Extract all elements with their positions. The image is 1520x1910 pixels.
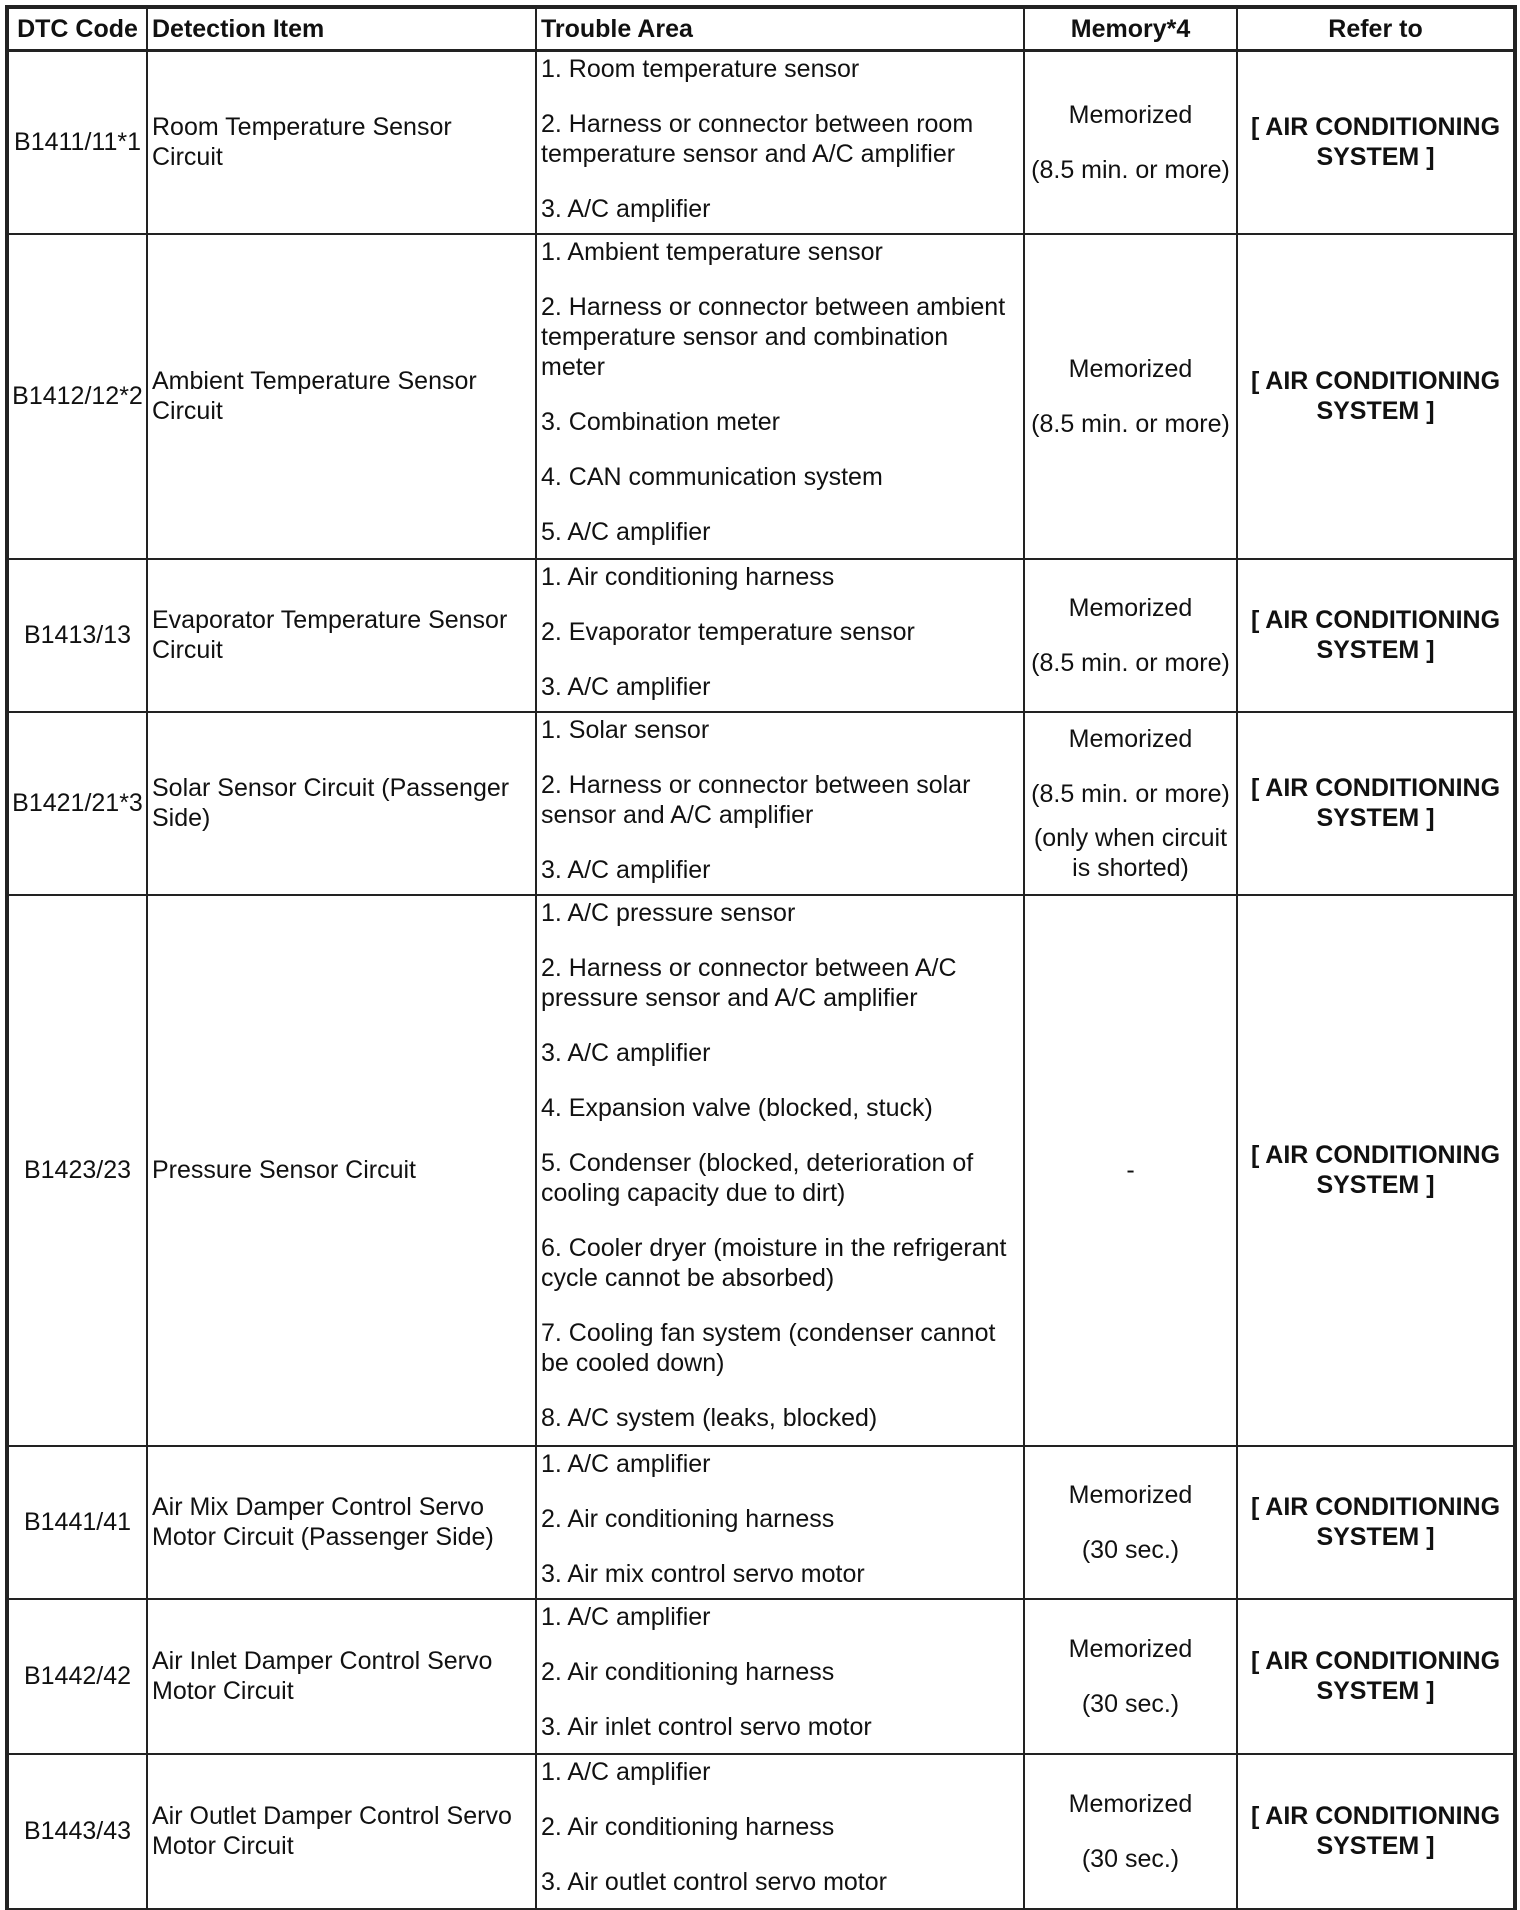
memory-line: - — [1126, 1156, 1135, 1184]
dtc-code-cell: B1441/41 — [8, 1446, 147, 1599]
dtc-code-cell: B1443/43 — [8, 1754, 147, 1909]
memory-cell — [1024, 1446, 1237, 1599]
trouble-area-line: 2. Harness or connector between room — [541, 110, 974, 138]
dtc-table — [7, 7, 1515, 1910]
trouble-area-entry — [541, 292, 1019, 382]
refer-to-line: SYSTEM ] — [1316, 1171, 1435, 1199]
trouble-area-entry — [541, 1449, 1019, 1479]
header-memory: Memory*4 — [1024, 8, 1237, 51]
memory-line: Memorized — [1068, 593, 1193, 622]
trouble-area-entry — [541, 1867, 1019, 1897]
trouble-area-line: 6. Cooler dryer (moisture in the refrigerant — [541, 1233, 1007, 1262]
trouble-area-entry — [541, 1233, 1019, 1293]
trouble-area-entry — [541, 770, 1019, 830]
detection-item-line: Pressure Sensor Circuit — [152, 1156, 416, 1184]
memory-entry — [1027, 823, 1234, 883]
table-row — [8, 895, 1514, 1446]
refer-to-cell — [1237, 1754, 1514, 1909]
trouble-area-entry — [541, 1038, 1019, 1068]
refer-to-cell — [1237, 1446, 1514, 1599]
memory-line: Memorized — [1068, 1634, 1193, 1663]
refer-to-line: [ AIR CONDITIONING — [1250, 606, 1501, 634]
table-row — [8, 559, 1514, 712]
refer-to-cell — [1237, 1599, 1514, 1754]
memory-entry — [1027, 593, 1234, 623]
detection-item-line: Air Outlet Damper Control Servo — [152, 1802, 512, 1830]
table-row — [8, 712, 1514, 895]
memory-entry — [1027, 409, 1234, 439]
trouble-area-line: 3. Combination meter — [541, 407, 781, 436]
trouble-area-line: 1. A/C amplifier — [541, 1602, 711, 1631]
trouble-area-entry — [541, 1504, 1019, 1534]
trouble-area-cell — [536, 1446, 1024, 1599]
detection-item-line: Solar Sensor Circuit (Passenger — [152, 774, 510, 802]
memory-entry — [1027, 1689, 1234, 1719]
trouble-area-entry — [541, 855, 1019, 885]
trouble-area-entry — [541, 1148, 1019, 1208]
trouble-area-cell — [536, 234, 1024, 559]
refer-to-line: SYSTEM ] — [1316, 1832, 1435, 1860]
refer-to-line: SYSTEM ] — [1316, 804, 1435, 832]
trouble-area-entry — [541, 1602, 1019, 1632]
refer-to-line: [ AIR CONDITIONING — [1250, 1802, 1501, 1830]
trouble-area-line: 8. A/C system (leaks, blocked) — [541, 1403, 878, 1432]
detection-item-line: Room Temperature Sensor — [152, 113, 452, 142]
trouble-area-entry — [541, 1812, 1019, 1842]
trouble-area-line: 1. A/C amplifier — [541, 1757, 711, 1786]
memory-entry — [1027, 155, 1234, 185]
memory-line: Memorized — [1068, 1789, 1193, 1818]
table-row — [8, 51, 1514, 234]
trouble-area-entry — [541, 672, 1019, 702]
trouble-area-entry — [541, 1712, 1019, 1742]
trouble-area-cell — [536, 559, 1024, 712]
memory-line: is shorted) — [1072, 853, 1189, 882]
memory-entry — [1027, 100, 1234, 130]
trouble-area-line: 5. Condenser (blocked, deterioration of — [541, 1148, 974, 1177]
memory-entry — [1027, 1155, 1234, 1185]
detection-item-cell — [147, 1754, 536, 1909]
detection-item-cell — [147, 234, 536, 559]
trouble-area-entry — [541, 617, 1019, 647]
trouble-area-line: sensor and A/C amplifier — [541, 800, 814, 829]
trouble-area-line: 1. Solar sensor — [541, 715, 710, 744]
dtc-code-cell: B1412/12*2 — [8, 234, 147, 559]
detection-item-line: Circuit — [152, 636, 223, 664]
detection-item-line: Circuit — [152, 143, 223, 172]
detection-item-cell — [147, 895, 536, 1446]
refer-to-cell — [1237, 51, 1514, 234]
trouble-area-line: 2. Air conditioning harness — [541, 1504, 835, 1533]
memory-entry — [1027, 1844, 1234, 1874]
trouble-area-line: 2. Harness or connector between ambient — [541, 292, 1006, 321]
detection-item-cell — [147, 1446, 536, 1599]
detection-item-line: Evaporator Temperature Sensor — [152, 606, 508, 634]
trouble-area-entry — [541, 1403, 1019, 1433]
detection-item-line: Motor Circuit — [152, 1832, 294, 1860]
trouble-area-line: 1. A/C amplifier — [541, 1449, 711, 1478]
dtc-code-cell: B1411/11*1 — [8, 51, 147, 234]
trouble-area-entry — [541, 898, 1019, 928]
table-row — [8, 1754, 1514, 1909]
refer-to-line: [ AIR CONDITIONING — [1250, 1647, 1501, 1675]
memory-cell — [1024, 712, 1237, 895]
trouble-area-entry — [541, 194, 1019, 224]
trouble-area-line: 3. Air inlet control servo motor — [541, 1712, 872, 1741]
memory-line: (30 sec.) — [1081, 1535, 1180, 1564]
trouble-area-entry — [541, 237, 1019, 267]
refer-to-line: SYSTEM ] — [1316, 1523, 1435, 1551]
memory-cell — [1024, 559, 1237, 712]
memory-line: Memorized — [1068, 1480, 1193, 1509]
memory-line: (30 sec.) — [1081, 1844, 1180, 1873]
trouble-area-entry — [541, 953, 1019, 1013]
memory-line: Memorized — [1068, 724, 1193, 753]
trouble-area-cell — [536, 51, 1024, 234]
trouble-area-line: pressure sensor and A/C amplifier — [541, 983, 918, 1012]
refer-to-line: [ AIR CONDITIONING — [1250, 113, 1501, 142]
trouble-area-line: 2. Harness or connector between A/C — [541, 953, 957, 982]
refer-to-line: SYSTEM ] — [1316, 143, 1435, 172]
trouble-area-line: 1. Ambient temperature sensor — [541, 237, 883, 266]
dtc-code-cell: B1442/42 — [8, 1599, 147, 1754]
refer-to-line: SYSTEM ] — [1316, 1677, 1435, 1705]
memory-entry — [1027, 724, 1234, 754]
detection-item-cell — [147, 51, 536, 234]
trouble-area-line: temperature sensor and combination — [541, 322, 949, 351]
dtc-code-cell: B1413/13 — [8, 559, 147, 712]
trouble-area-line: 1. Air conditioning harness — [541, 562, 835, 591]
trouble-area-entry — [541, 462, 1019, 492]
trouble-area-entry — [541, 562, 1019, 592]
trouble-area-cell — [536, 1754, 1024, 1909]
trouble-area-entry — [541, 1657, 1019, 1687]
trouble-area-line: temperature sensor and A/C amplifier — [541, 140, 956, 168]
refer-to-cell — [1237, 895, 1514, 1446]
detection-item-cell — [147, 559, 536, 712]
trouble-area-entry — [541, 54, 1019, 84]
memory-line: Memorized — [1068, 354, 1193, 383]
trouble-area-entry — [541, 407, 1019, 437]
trouble-area-line: 3. A/C amplifier — [541, 672, 711, 701]
memory-entry — [1027, 1789, 1234, 1819]
trouble-area-entry — [541, 517, 1019, 547]
memory-cell — [1024, 1599, 1237, 1754]
memory-line: (only when circuit — [1033, 823, 1228, 852]
trouble-area-line: 7. Cooling fan system (condenser cannot — [541, 1318, 996, 1347]
detection-item-line: Air Mix Damper Control Servo — [152, 1493, 485, 1521]
table-row — [8, 234, 1514, 559]
memory-line: (8.5 min. or more) — [1031, 155, 1230, 184]
trouble-area-entry — [541, 715, 1019, 745]
memory-line: (8.5 min. or more) — [1031, 779, 1230, 808]
trouble-area-entry — [541, 1093, 1019, 1123]
memory-cell — [1024, 895, 1237, 1446]
detection-item-line: Ambient Temperature Sensor — [152, 367, 477, 395]
trouble-area-entry — [541, 1559, 1019, 1589]
trouble-area-entry — [541, 1318, 1019, 1378]
header-refer-to: Refer to — [1237, 8, 1514, 51]
memory-entry — [1027, 779, 1234, 809]
trouble-area-entry — [541, 1757, 1019, 1787]
memory-line: (8.5 min. or more) — [1031, 648, 1230, 677]
detection-item-cell — [147, 1599, 536, 1754]
dtc-code-cell: B1421/21*3 — [8, 712, 147, 895]
memory-entry — [1027, 1634, 1234, 1664]
detection-item-line: Motor Circuit — [152, 1677, 294, 1705]
trouble-area-line: 2. Air conditioning harness — [541, 1812, 835, 1841]
detection-item-line: Circuit — [152, 397, 223, 425]
header-trouble-area: Trouble Area — [536, 8, 1024, 51]
trouble-area-line: 2. Evaporator temperature sensor — [541, 617, 915, 646]
dtc-code-cell: B1423/23 — [8, 895, 147, 1446]
trouble-area-line: be cooled down) — [541, 1348, 725, 1377]
detection-item-line: Motor Circuit (Passenger Side) — [152, 1523, 494, 1551]
detection-item-cell — [147, 712, 536, 895]
trouble-area-entry — [541, 109, 1019, 169]
memory-line: (8.5 min. or more) — [1031, 409, 1230, 438]
refer-to-cell — [1237, 559, 1514, 712]
table-row — [8, 1599, 1514, 1754]
trouble-area-line: 3. Air mix control servo motor — [541, 1559, 865, 1588]
memory-line: Memorized — [1068, 100, 1193, 129]
trouble-area-line: 4. CAN communication system — [541, 462, 883, 491]
refer-to-line: SYSTEM ] — [1316, 397, 1435, 425]
trouble-area-line: 3. A/C amplifier — [541, 855, 711, 884]
refer-to-line: [ AIR CONDITIONING — [1250, 1493, 1501, 1521]
trouble-area-line: 1. Room temperature sensor — [541, 55, 860, 83]
refer-to-line: [ AIR CONDITIONING — [1250, 1141, 1501, 1169]
trouble-area-line: cooling capacity due to dirt) — [541, 1178, 846, 1207]
header-dtc-code: DTC Code — [8, 8, 147, 51]
memory-entry — [1027, 1535, 1234, 1565]
table-body — [8, 51, 1514, 1909]
header-row — [8, 8, 1514, 51]
refer-to-line: [ AIR CONDITIONING — [1250, 774, 1501, 802]
trouble-area-line: 2. Harness or connector between solar — [541, 770, 971, 799]
refer-to-line: [ AIR CONDITIONING — [1250, 367, 1501, 395]
trouble-area-line: 3. A/C amplifier — [541, 1038, 711, 1067]
trouble-area-cell — [536, 895, 1024, 1446]
refer-to-line: SYSTEM ] — [1316, 636, 1435, 664]
trouble-area-line: 5. A/C amplifier — [541, 517, 711, 546]
trouble-area-line: 3. Air outlet control servo motor — [541, 1867, 887, 1896]
trouble-area-line: 3. A/C amplifier — [541, 195, 711, 223]
trouble-area-cell — [536, 712, 1024, 895]
memory-line: (30 sec.) — [1081, 1689, 1180, 1718]
memory-cell — [1024, 234, 1237, 559]
table-row — [8, 1446, 1514, 1599]
trouble-area-line: 1. A/C pressure sensor — [541, 898, 796, 927]
trouble-area-line: 4. Expansion valve (blocked, stuck) — [541, 1093, 933, 1122]
trouble-area-line: cycle cannot be absorbed) — [541, 1263, 835, 1292]
memory-entry — [1027, 1480, 1234, 1510]
trouble-area-cell — [536, 1599, 1024, 1754]
memory-entry — [1027, 648, 1234, 678]
memory-cell — [1024, 51, 1237, 234]
detection-item-line: Side) — [152, 804, 211, 832]
refer-to-cell — [1237, 712, 1514, 895]
memory-cell — [1024, 1754, 1237, 1909]
header-detection-item: Detection Item — [147, 8, 536, 51]
refer-to-cell — [1237, 234, 1514, 559]
trouble-area-line: 2. Air conditioning harness — [541, 1657, 835, 1686]
detection-item-line: Air Inlet Damper Control Servo — [152, 1647, 493, 1675]
memory-entry — [1027, 354, 1234, 384]
trouble-area-line: meter — [541, 352, 605, 381]
